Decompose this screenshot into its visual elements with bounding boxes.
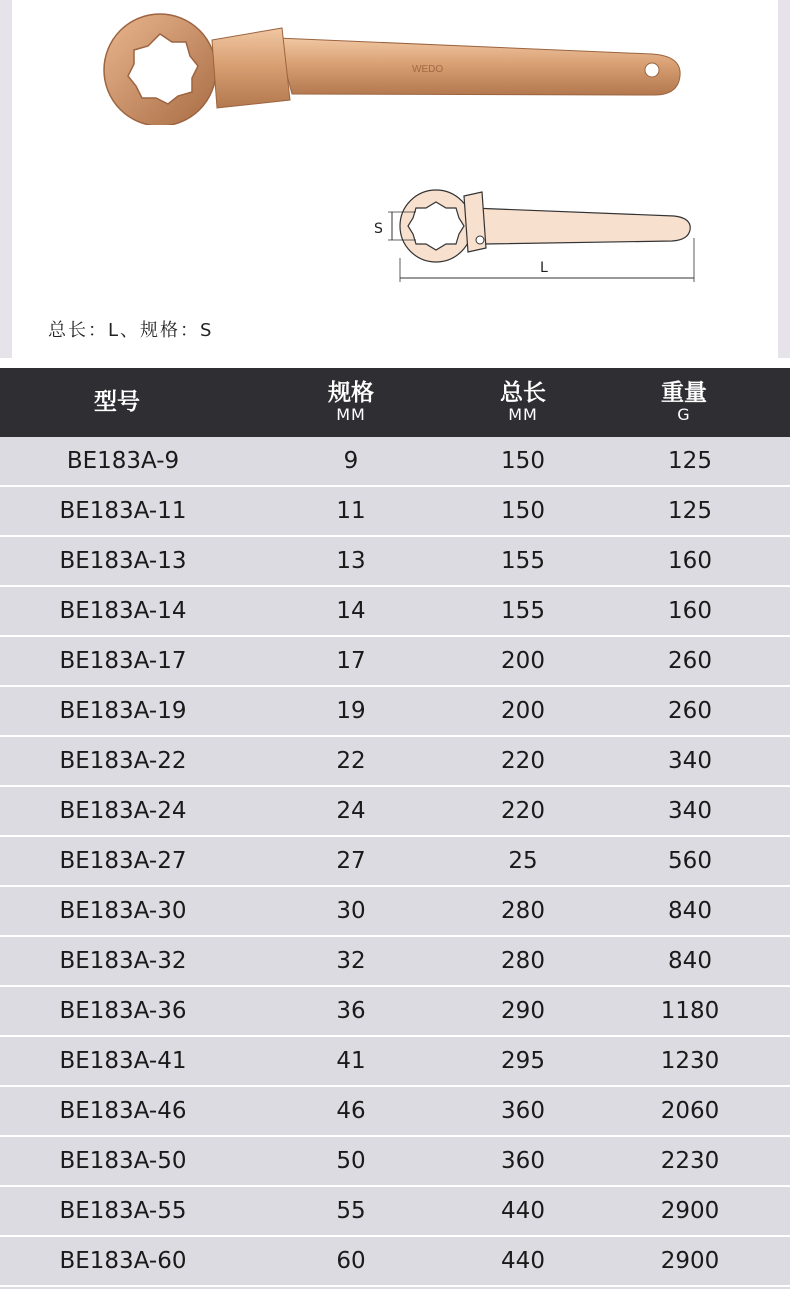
table-row xyxy=(0,987,790,1037)
product-card xyxy=(12,0,778,358)
model-cell: BE183A-32 xyxy=(59,948,187,974)
model-cell: BE183A-22 xyxy=(59,748,187,774)
model-cell: BE183A-13 xyxy=(59,548,187,574)
model-cell: BE183A-27 xyxy=(59,848,187,874)
table-row xyxy=(0,1187,790,1237)
table-header xyxy=(0,368,790,437)
model-cell: BE183A-41 xyxy=(59,1048,187,1074)
size-cell: 9 xyxy=(343,448,359,474)
length-cell: 200 xyxy=(501,698,545,724)
model-cell: BE183A-17 xyxy=(59,648,187,674)
weight-cell: 2060 xyxy=(660,1098,720,1124)
weight-cell: 2900 xyxy=(660,1248,720,1274)
table-row xyxy=(0,587,790,637)
model-cell: BE183A-24 xyxy=(59,798,187,824)
size-cell: 14 xyxy=(336,598,366,624)
length-cell: 440 xyxy=(501,1198,545,1224)
s-label: S xyxy=(374,221,383,237)
l-label: L xyxy=(540,260,548,276)
length-cell: 150 xyxy=(501,448,545,474)
size-cell: 41 xyxy=(336,1048,366,1074)
table-row xyxy=(0,1137,790,1187)
brand-marking: WEDO xyxy=(412,64,444,75)
spec-table xyxy=(0,368,790,1289)
size-cell: 30 xyxy=(336,898,366,924)
wrench-photo xyxy=(92,10,692,125)
dimension-note: 总长：L、规格：S xyxy=(48,320,214,341)
length-cell: 290 xyxy=(501,998,545,1024)
length-cell: 360 xyxy=(501,1148,545,1174)
size-cell: 17 xyxy=(336,648,366,674)
table-row xyxy=(0,937,790,987)
weight-cell: 560 xyxy=(668,848,712,874)
model-cell: BE183A-46 xyxy=(59,1098,187,1124)
length-cell: 295 xyxy=(501,1048,545,1074)
length-cell: 280 xyxy=(501,898,545,924)
model-cell: BE183A-30 xyxy=(59,898,187,924)
length-cell: 280 xyxy=(501,948,545,974)
size-cell: 19 xyxy=(336,698,366,724)
model-cell: BE183A-50 xyxy=(59,1148,187,1174)
weight-cell: 160 xyxy=(668,598,712,624)
length-cell: 155 xyxy=(501,548,545,574)
table-row xyxy=(0,1087,790,1137)
length-cell: 155 xyxy=(501,598,545,624)
length-cell: 220 xyxy=(501,748,545,774)
length-cell: 150 xyxy=(501,498,545,524)
model-cell: BE183A-19 xyxy=(59,698,187,724)
model-cell: BE183A-9 xyxy=(66,448,180,474)
size-cell: 22 xyxy=(336,748,366,774)
dimension-diagram xyxy=(364,178,704,288)
table-row xyxy=(0,837,790,887)
weight-cell: 160 xyxy=(668,548,712,574)
length-cell: 440 xyxy=(501,1248,545,1274)
model-cell: BE183A-55 xyxy=(59,1198,187,1224)
header-model: 型号 xyxy=(94,388,140,415)
table-row xyxy=(0,687,790,737)
model-cell: BE183A-36 xyxy=(59,998,187,1024)
weight-cell: 260 xyxy=(668,648,712,674)
model-cell: BE183A-11 xyxy=(59,498,187,524)
weight-cell: 125 xyxy=(668,498,712,524)
weight-cell: 1180 xyxy=(660,998,720,1024)
header-weight: 重量 G xyxy=(661,380,707,425)
weight-cell: 2230 xyxy=(660,1148,720,1174)
table-row xyxy=(0,887,790,937)
weight-cell: 340 xyxy=(668,798,712,824)
model-cell: BE183A-14 xyxy=(59,598,187,624)
length-cell: 360 xyxy=(501,1098,545,1124)
table-row xyxy=(0,737,790,787)
weight-cell: 125 xyxy=(668,448,712,474)
header-length: 总长 MM xyxy=(500,380,546,425)
length-cell: 220 xyxy=(501,798,545,824)
weight-cell: 840 xyxy=(668,948,712,974)
table-row xyxy=(0,537,790,587)
weight-cell: 2900 xyxy=(660,1198,720,1224)
size-cell: 46 xyxy=(336,1098,366,1124)
table-row xyxy=(0,1237,790,1287)
weight-cell: 340 xyxy=(668,748,712,774)
table-row xyxy=(0,1037,790,1087)
header-size: 规格 MM xyxy=(328,380,374,425)
model-cell: BE183A-60 xyxy=(59,1248,187,1274)
length-cell: 25 xyxy=(508,848,538,874)
size-cell: 11 xyxy=(336,498,366,524)
size-cell: 55 xyxy=(336,1198,366,1224)
product-image-section xyxy=(0,0,790,358)
size-cell: 50 xyxy=(336,1148,366,1174)
size-cell: 32 xyxy=(336,948,366,974)
size-cell: 36 xyxy=(336,998,366,1024)
weight-cell: 1230 xyxy=(660,1048,720,1074)
size-cell: 27 xyxy=(336,848,366,874)
table-row xyxy=(0,437,790,487)
size-cell: 24 xyxy=(336,798,366,824)
size-cell: 13 xyxy=(336,548,366,574)
table-row xyxy=(0,637,790,687)
weight-cell: 840 xyxy=(668,898,712,924)
size-cell: 60 xyxy=(336,1248,366,1274)
table-row xyxy=(0,787,790,837)
weight-cell: 260 xyxy=(668,698,712,724)
table-row xyxy=(0,487,790,537)
length-cell: 200 xyxy=(501,648,545,674)
